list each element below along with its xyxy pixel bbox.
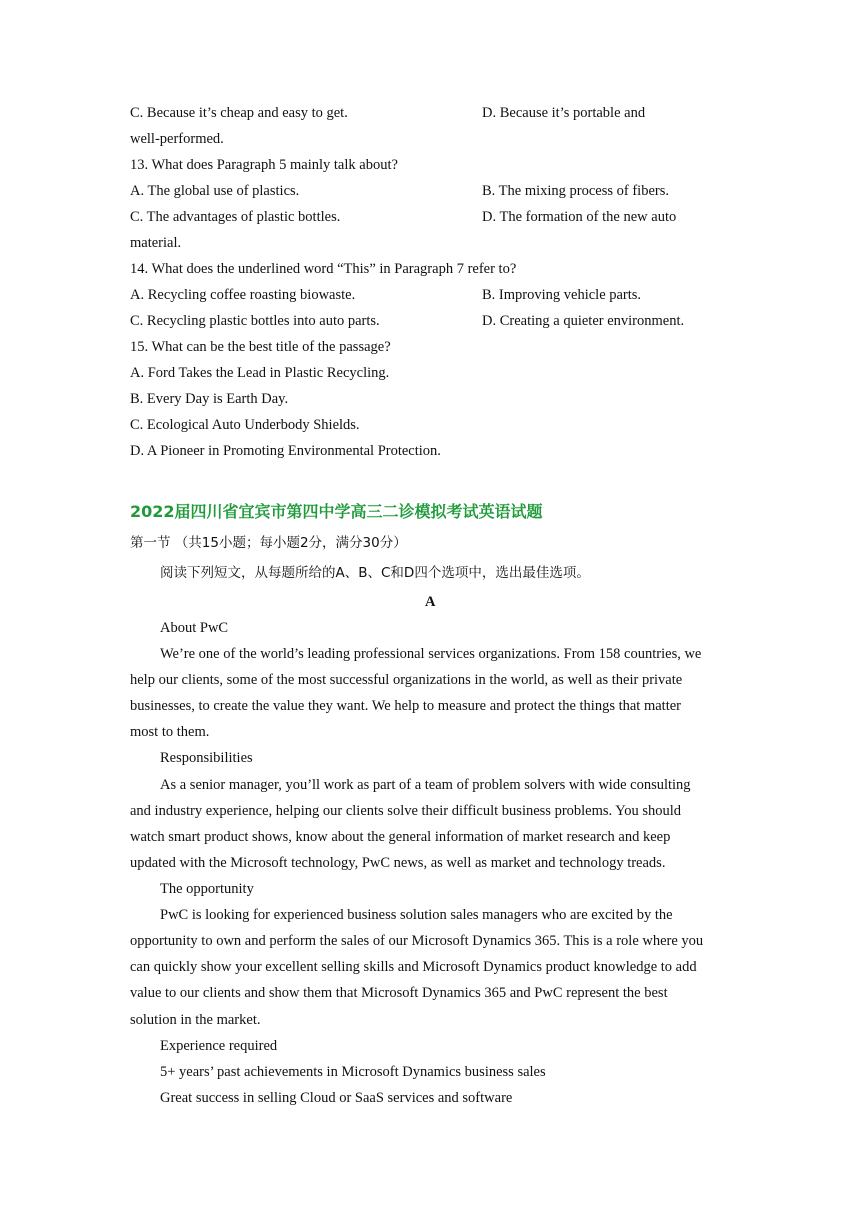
q14-option-c: C. Recycling plastic bottles into auto parts. bbox=[130, 313, 380, 329]
q12-option-d: D. Because it’s portable and bbox=[482, 105, 646, 121]
exam-title: 2022届四川省宜宾市第四中学高三二诊模拟考试英语试题 bbox=[130, 502, 543, 521]
q14-question: 14. What does the underlined word “This” in Paragraph 7 refer to? bbox=[130, 261, 517, 277]
responsibilities-line: watch smart product shows, know about the general information of market research and keep bbox=[130, 829, 671, 845]
q13-option-b: B. The mixing process of fibers. bbox=[482, 183, 669, 199]
section-heading: 第一节 （共15小题；每小题2分，满分30分） bbox=[130, 535, 407, 551]
heading-responsibilities: Responsibilities bbox=[160, 750, 253, 766]
responsibilities-line: As a senior manager, you’ll work as part of a team of problem solvers with wide consulting bbox=[160, 777, 691, 793]
heading-opportunity: The opportunity bbox=[160, 881, 254, 897]
about-line: We’re one of the world’s leading professional services organizations. From 158 countries, we bbox=[160, 646, 702, 662]
q15-question: 15. What can be the best title of the passage? bbox=[130, 339, 391, 355]
q13-option-a: A. The global use of plastics. bbox=[130, 183, 300, 199]
q15-option-a: A. Ford Takes the Lead in Plastic Recycling. bbox=[130, 365, 390, 381]
responsibilities-line: and industry experience, helping our clients solve their difficult business problems. You should bbox=[130, 803, 682, 819]
about-line: businesses, to create the value they want. We help to measure and protect the things that matter bbox=[130, 698, 681, 714]
opportunity-line: opportunity to own and perform the sales of our Microsoft Dynamics 365. This is a role where you bbox=[130, 933, 704, 949]
q13-option-d-continued: material. bbox=[130, 235, 182, 251]
opportunity-line: PwC is looking for experienced business solution sales managers who are excited by the bbox=[160, 907, 673, 923]
passage-label: A bbox=[425, 594, 436, 610]
about-line: most to them. bbox=[130, 724, 210, 740]
about-line: help our clients, some of the most successful organizations in the world, as well as their private bbox=[130, 672, 683, 688]
q12-option-d-continued: well-performed. bbox=[130, 131, 224, 147]
q15-option-c: C. Ecological Auto Underbody Shields. bbox=[130, 417, 360, 433]
q14-option-d: D. Creating a quieter environment. bbox=[482, 313, 685, 329]
experience-item: 5+ years’ past achievements in Microsoft Dynamics business sales bbox=[160, 1064, 546, 1080]
experience-item: Great success in selling Cloud or SaaS services and software bbox=[160, 1090, 513, 1106]
q13-question: 13. What does Paragraph 5 mainly talk about? bbox=[130, 157, 398, 173]
opportunity-line: solution in the market. bbox=[130, 1012, 261, 1028]
q12-option-c: C. Because it’s cheap and easy to get. bbox=[130, 105, 348, 121]
q14-option-a: A. Recycling coffee roasting biowaste. bbox=[130, 287, 356, 303]
q13-option-d: D. The formation of the new auto bbox=[482, 209, 677, 225]
opportunity-line: can quickly show your excellent selling skills and Microsoft Dynamics product knowledge to add bbox=[130, 959, 697, 975]
heading-about: About PwC bbox=[160, 620, 229, 636]
heading-experience: Experience required bbox=[160, 1038, 278, 1054]
instruction-text: 阅读下列短文，从每题所给的A、B、C和D四个选项中，选出最佳选项。 bbox=[160, 565, 590, 581]
q14-option-b: B. Improving vehicle parts. bbox=[482, 287, 642, 303]
q13-option-c: C. The advantages of plastic bottles. bbox=[130, 209, 341, 225]
q15-option-d: D. A Pioneer in Promoting Environmental Protection. bbox=[130, 443, 441, 459]
q15-option-b: B. Every Day is Earth Day. bbox=[130, 391, 289, 407]
opportunity-line: value to our clients and show them that Microsoft Dynamics 365 and PwC represent the best bbox=[130, 985, 668, 1001]
responsibilities-line: updated with the Microsoft technology, PwC news, as well as market and technology treads. bbox=[130, 855, 666, 871]
